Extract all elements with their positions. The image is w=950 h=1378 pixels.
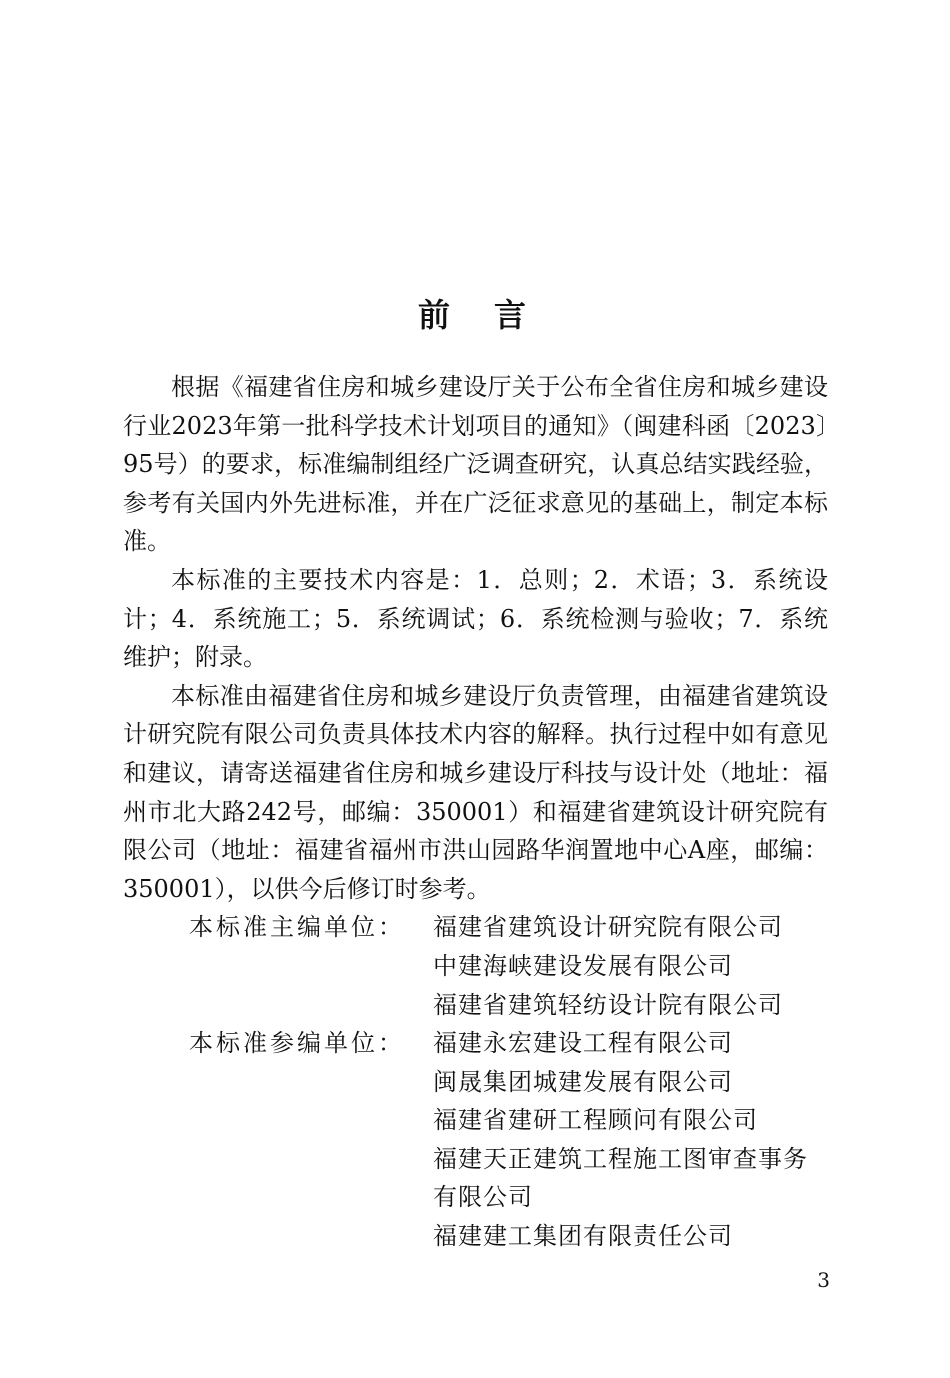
chief-units-label: 本标准主编单位： <box>189 913 405 942</box>
paragraph-basis: 根据《福建省住房和城乡建设厅关于公布全省住房和城乡建设行业2023年第一批科学技术计划项目的通知》（闽建科函〔2023〕95号）的要求，标准编制组经广泛调查研究，认真总结实践经验，参考有关国内外先进标准，并在广泛征求意见的基础上，制定本标准。 <box>123 373 828 556</box>
page-title: 前 言 <box>417 296 532 335</box>
paragraph-management: 本标准由福建省住房和城乡建设厅负责管理，由福建省建筑设计研究院有限公司负责具体技术内容的解释。执行过程中如有意见和建议，请寄送福建省住房和城乡建设厅科技与设计处（地址：福州市北大路242号，邮编：350001）和福建省建筑设计研究院有限公司（地址：福建省福州市洪山园路华润置地中心A座，邮编：350001），以供今后修订时参考。 <box>123 681 828 903</box>
unit-item: 福建永宏建设工程有限公司 <box>433 1029 733 1058</box>
unit-item: 福建建工集团有限责任公司 <box>433 1222 733 1251</box>
unit-item: 闽晟集团城建发展有限公司 <box>433 1067 733 1096</box>
participating-units-label: 本标准参编单位： <box>189 1029 405 1058</box>
page-number: 3 <box>817 1268 830 1292</box>
participating-units-list <box>433 1024 828 1256</box>
unit-item: 福建天正建筑工程施工图审查事务 <box>433 1144 808 1173</box>
paragraph-technical-content: 本标准的主要技术内容是：1．总则；2．术语；3．系统设计；4．系统施工；5．系统调试；6．系统检测与验收；7．系统维护；附录。 <box>123 565 828 672</box>
unit-item: 中建海峡建设发展有限公司 <box>433 951 733 980</box>
unit-item: 福建省建筑设计研究院有限公司 <box>433 913 783 942</box>
unit-item: 福建省建研工程顾问有限公司 <box>433 1106 758 1135</box>
participating-units <box>123 1024 828 1256</box>
preface-content <box>123 368 828 1256</box>
chief-units-list <box>433 908 828 1024</box>
unit-item: 福建省建筑轻纺设计院有限公司 <box>433 990 783 1019</box>
chief-units <box>123 908 828 1024</box>
unit-item: 有限公司 <box>433 1183 533 1212</box>
units-section <box>123 908 828 1255</box>
